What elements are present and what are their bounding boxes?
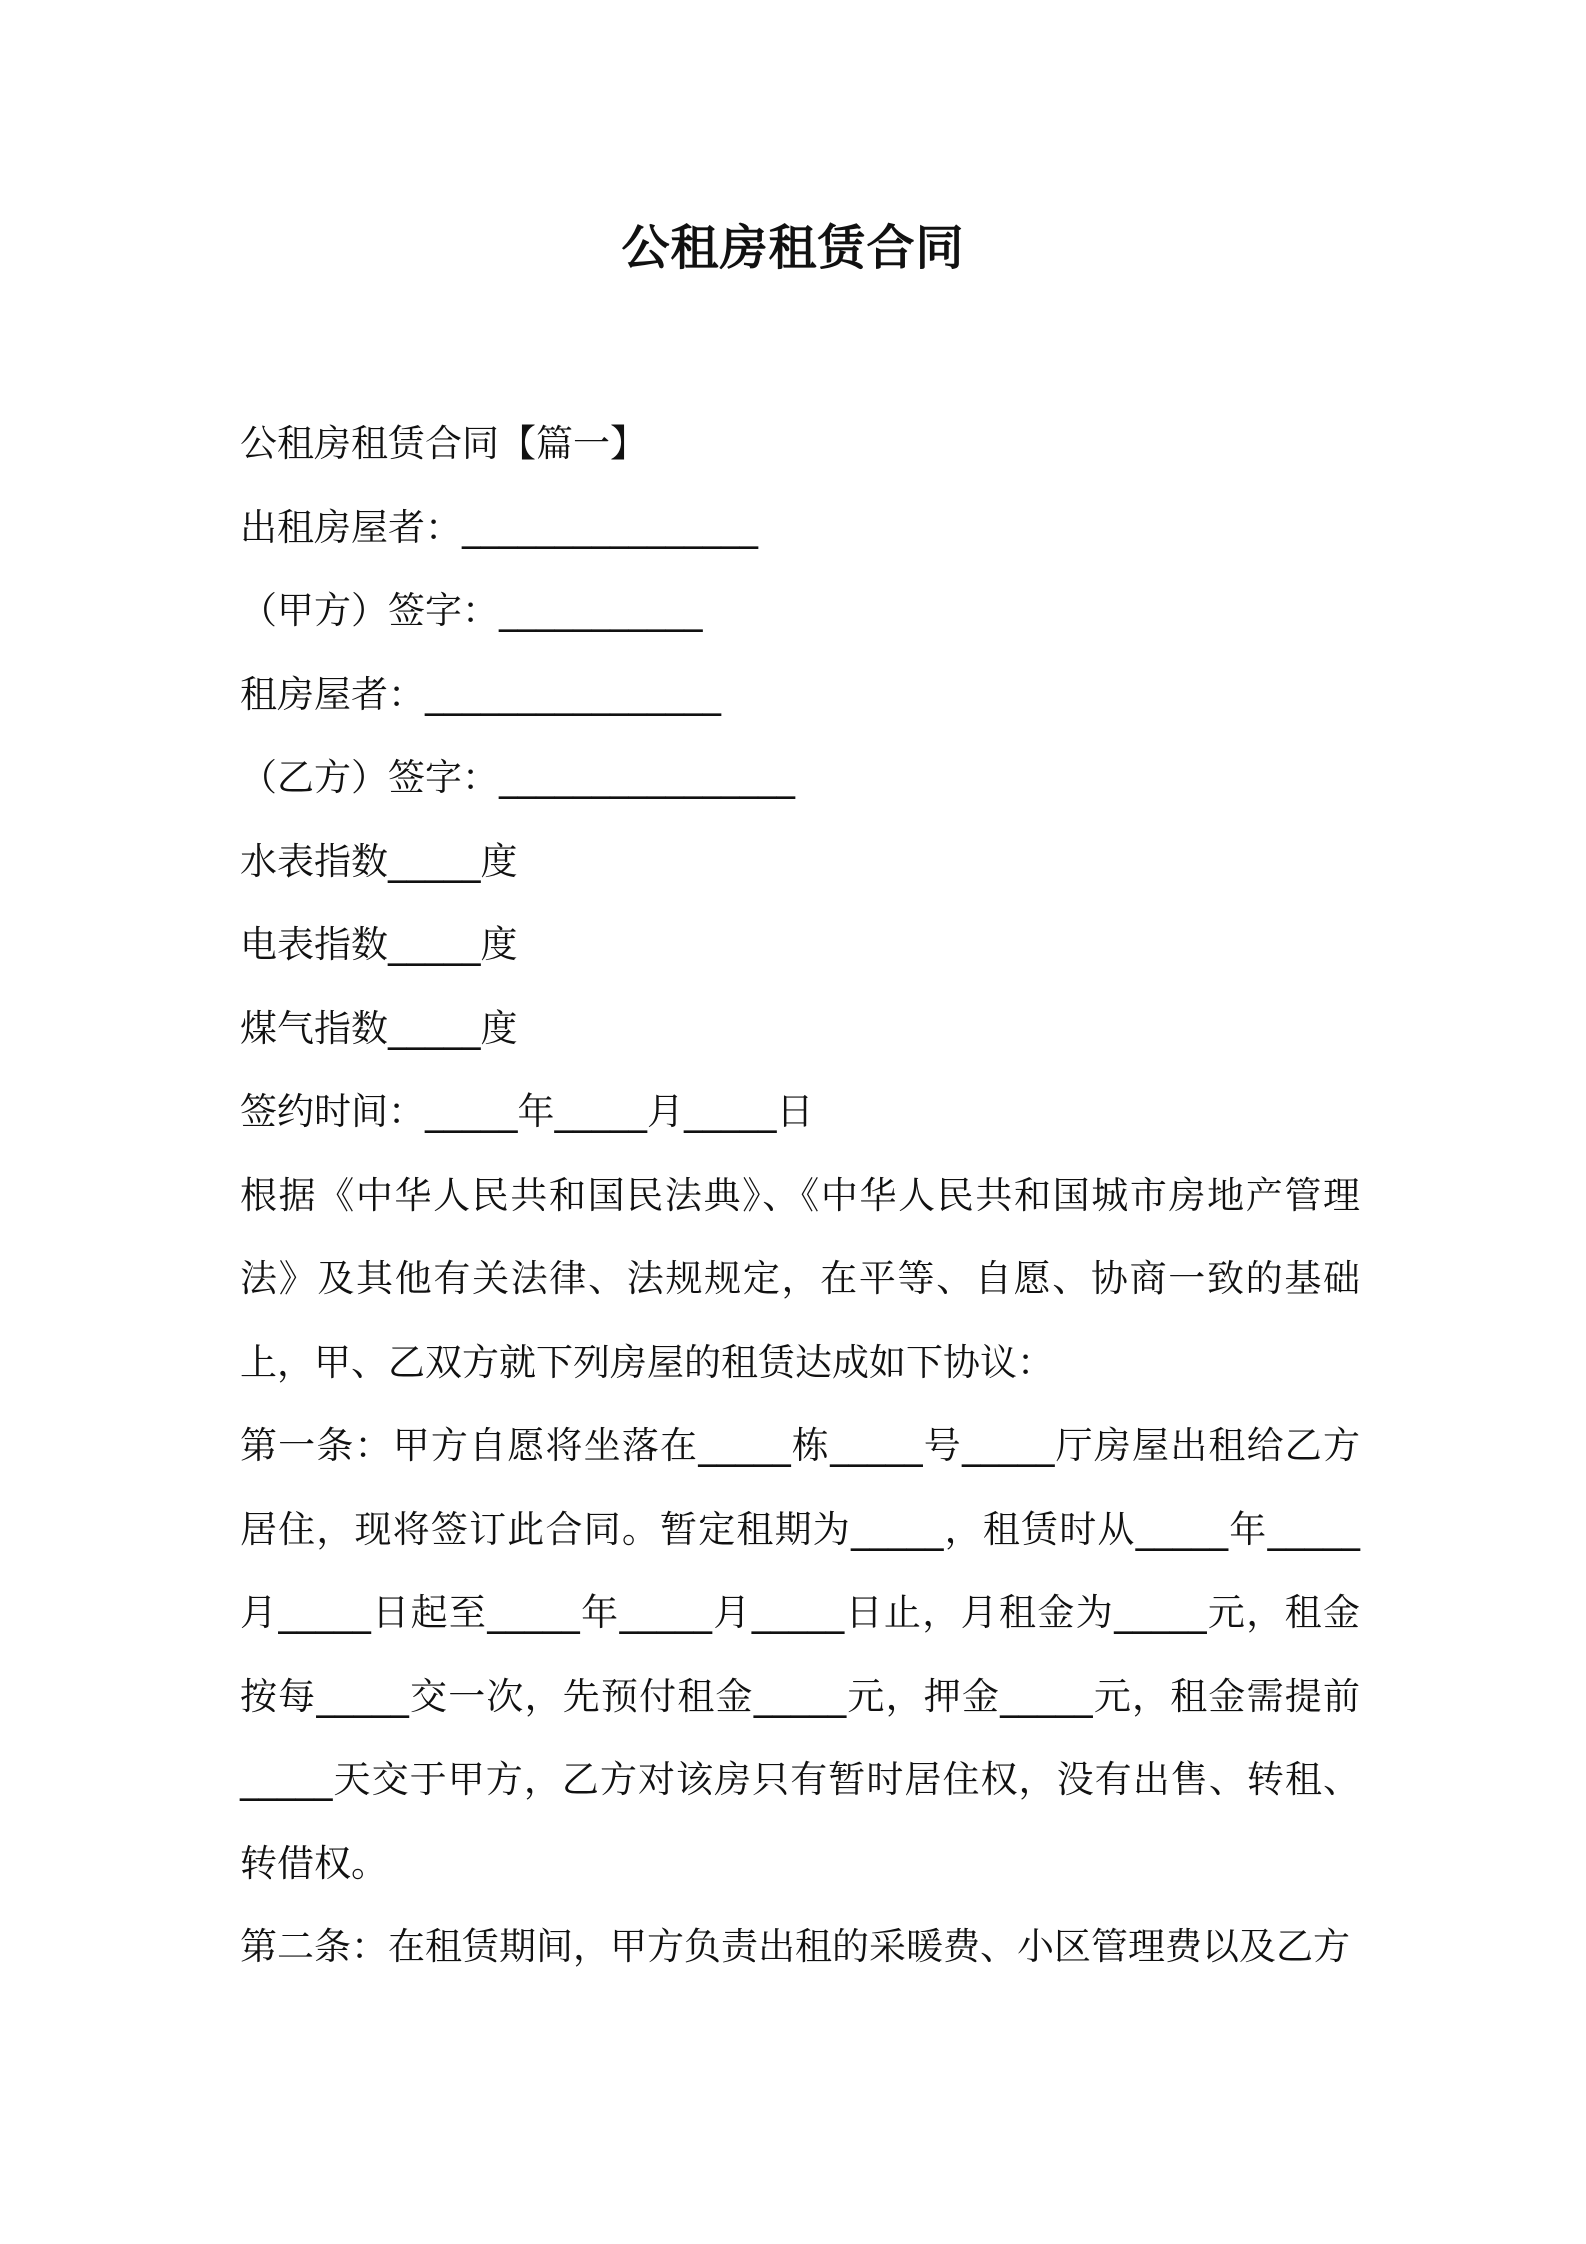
- lessee-field: 租房屋者：________________: [240, 672, 721, 716]
- lessor-field: 出租房屋者：________________: [240, 505, 758, 549]
- preamble-paragraph: 根据《中华人民共和国民法典》、《中华人民共和国城市房地产管理法》及其他有关法律、法规规定，在平等、自愿、协商一致的基础上，甲、乙双方就下列房屋的租赁达成如下协议：: [240, 1173, 1360, 1384]
- document-title: 公租房租赁合同: [621, 220, 965, 276]
- party-a-signature-field: （甲方）签字：___________: [240, 589, 703, 632]
- party-b-signature-field: （乙方）签字：________________: [240, 756, 795, 799]
- article-two-paragraph: 第二条：在租赁期间，甲方负责出租的采暖费、小区管理费以及乙方: [240, 1925, 1350, 1968]
- water-meter-field: 水表指数_____度: [240, 839, 518, 883]
- electric-meter-field: 电表指数_____度: [240, 923, 518, 966]
- signing-date-field: 签约时间：_____年_____月_____日: [240, 1090, 814, 1133]
- document-body: [240, 402, 1360, 1989]
- article-one-paragraph: 第一条：甲方自愿将坐落在_____栋_____号_____厅房屋出租给乙方居住，现将签订此合同。暂定租期为_____，租赁时从_____年_____月_____日起至_____年_____月_____日止，月租金为_____元，租金按每_____交一次，先预付租金_____元，押金_____元，租金需提前_____天交于甲方，乙方对该房只有暂时居住权，没有出售、转租、转借权。: [240, 1424, 1360, 1885]
- gas-meter-field: 煤气指数_____度: [240, 1006, 518, 1050]
- section-heading: 公租房租赁合同【篇一】: [240, 422, 647, 465]
